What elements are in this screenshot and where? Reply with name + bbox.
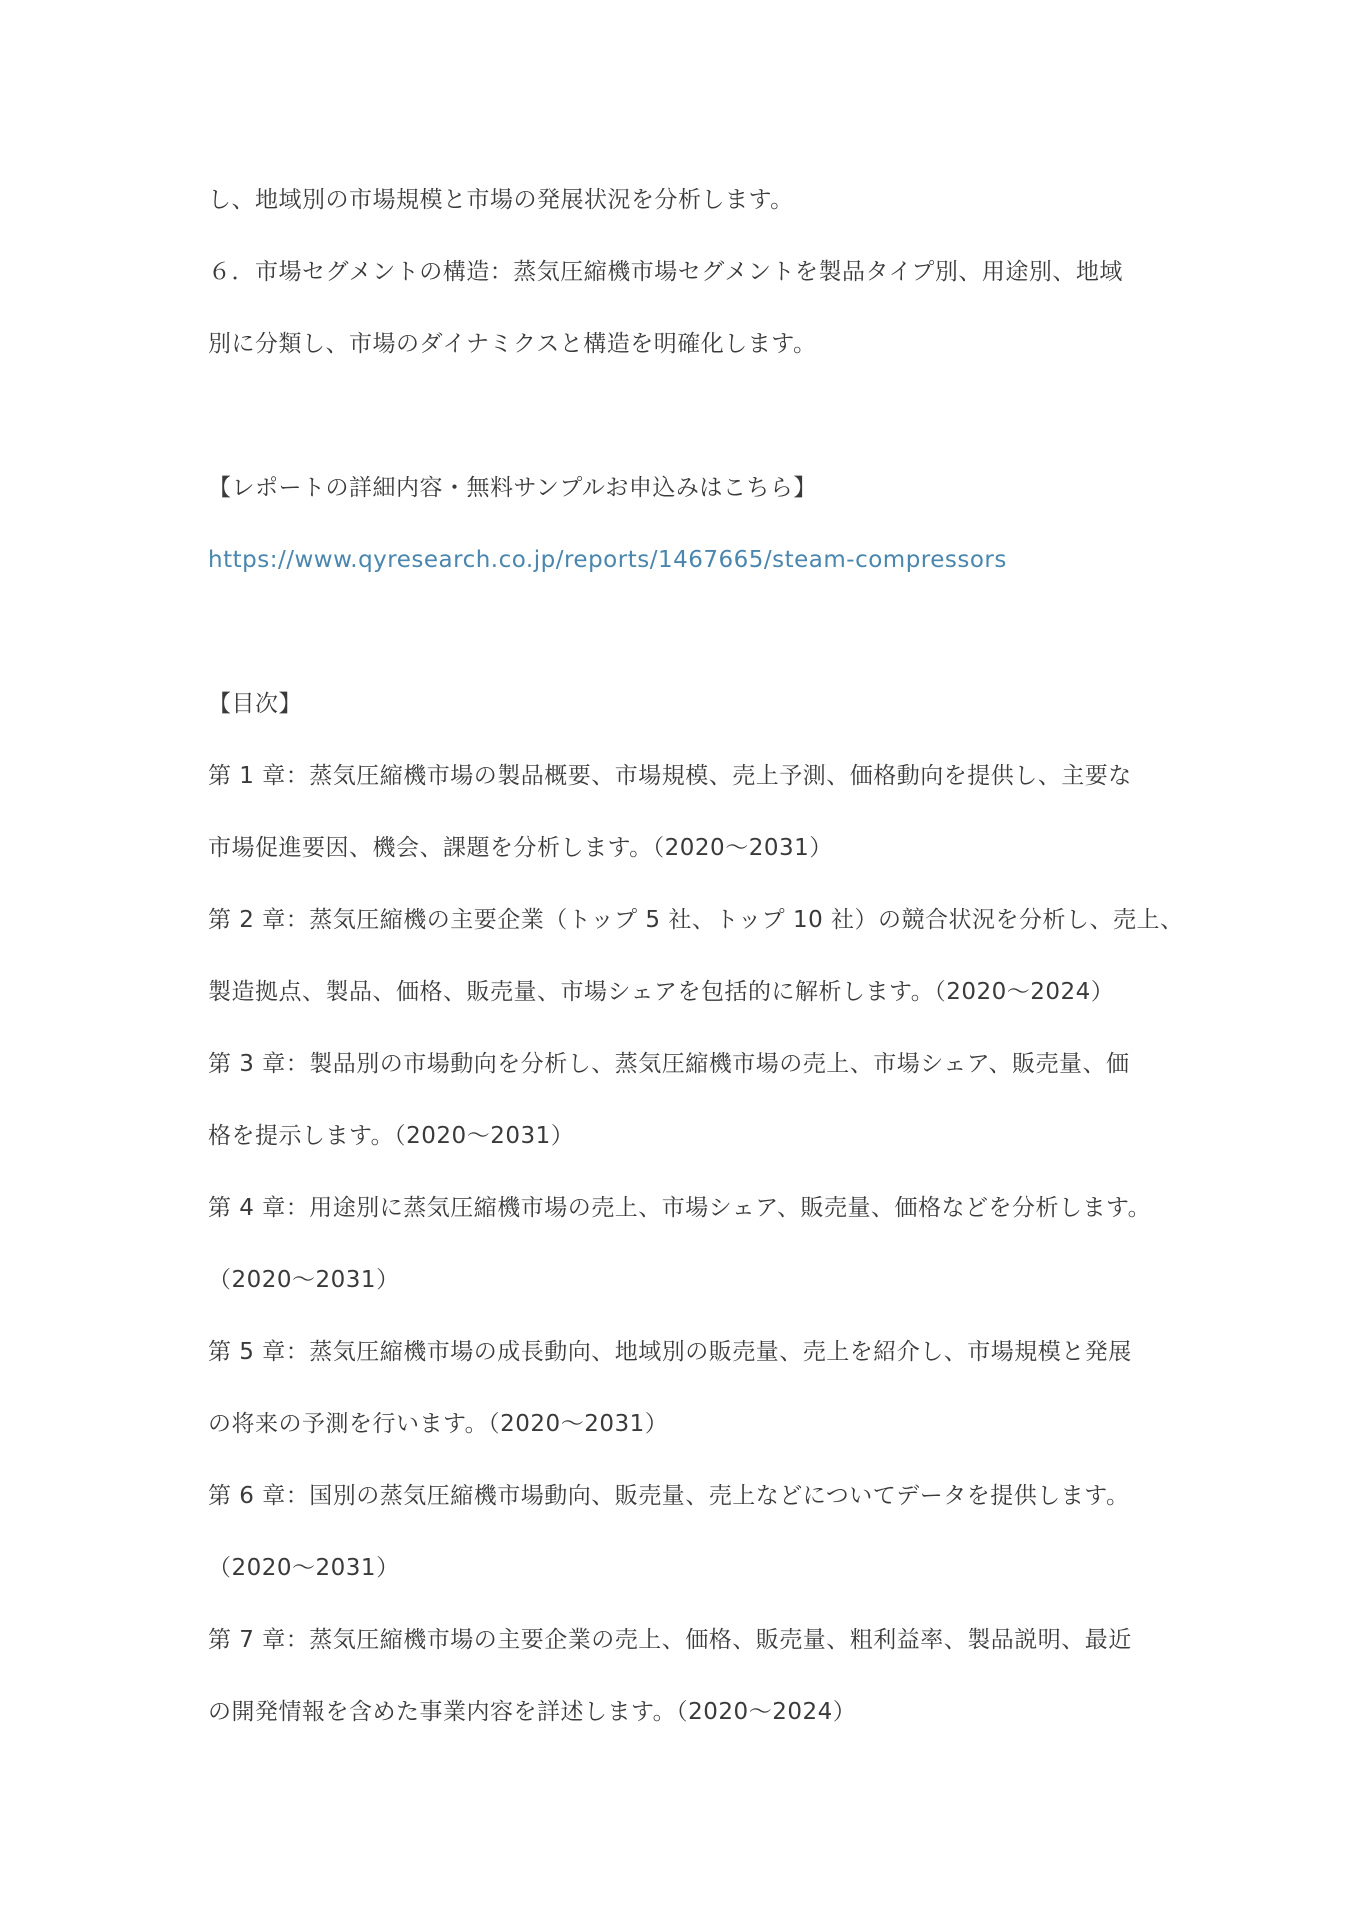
intro-line: し、地域別の市場規模と市場の発展状況を分析します。 [208, 187, 794, 213]
report-link-line [208, 532, 1188, 604]
toc-line: 格を提示します。（2020～2031） [208, 1123, 575, 1149]
toc-line: 第 2 章：蒸気圧縮機の主要企業（トップ 5 社、トップ 10 社）の競合状況を分析し、売上、 [208, 907, 1184, 933]
toc-line: 第 3 章：製品別の市場動向を分析し、蒸気圧縮機市場の売上、市場シェア、販売量、価 [208, 1051, 1130, 1077]
toc-line: 第 4 章：用途別に蒸気圧縮機市場の売上、市場シェア、販売量、価格などを分析します。 [208, 1195, 1152, 1221]
item-6-line-2: 別に分類し、市場のダイナミクスと構造を明確化します。 [208, 331, 817, 357]
toc-line: の開発情報を含めた事業内容を詳述します。（2020～2024） [208, 1699, 857, 1725]
toc-line: （2020～2031） [208, 1267, 400, 1293]
toc-line: （2020～2031） [208, 1555, 400, 1581]
report-heading: 【レポートの詳細内容・無料サンプルお申込みはこちら】 [208, 475, 817, 501]
spacer [208, 604, 1188, 676]
toc-line: 製造拠点、製品、価格、販売量、市場シェアを包括的に解析します。（2020～2024） [208, 979, 1115, 1005]
item-6-line-1: ６．市場セグメントの構造：蒸気圧縮機市場セグメントを製品タイプ別、用途別、地域 [208, 259, 1123, 285]
toc-line: 第 5 章：蒸気圧縮機市場の成長動向、地域別の販売量、売上を紹介し、市場規模と発展 [208, 1339, 1132, 1365]
toc-line: 第 7 章：蒸気圧縮機市場の主要企業の売上、価格、販売量、粗利益率、製品説明、最近 [208, 1627, 1132, 1653]
spacer [208, 388, 1188, 460]
toc-line: 市場促進要因、機会、課題を分析します。（2020～2031） [208, 835, 833, 861]
report-url-link[interactable]: https://www.qyresearch.co.jp/reports/1467665/steam-compressors [208, 547, 1007, 573]
toc-line: の将来の予測を行います。（2020～2031） [208, 1411, 669, 1437]
toc-heading: 【目次】 [208, 691, 302, 717]
toc-line: 第 1 章：蒸気圧縮機市場の製品概要、市場規模、売上予測、価格動向を提供し、主要な [208, 763, 1132, 789]
document-body [208, 172, 1188, 1756]
toc-list [208, 748, 1188, 1756]
toc-line: 第 6 章：国別の蒸気圧縮機市場動向、販売量、売上などについてデータを提供します。 [208, 1483, 1130, 1509]
